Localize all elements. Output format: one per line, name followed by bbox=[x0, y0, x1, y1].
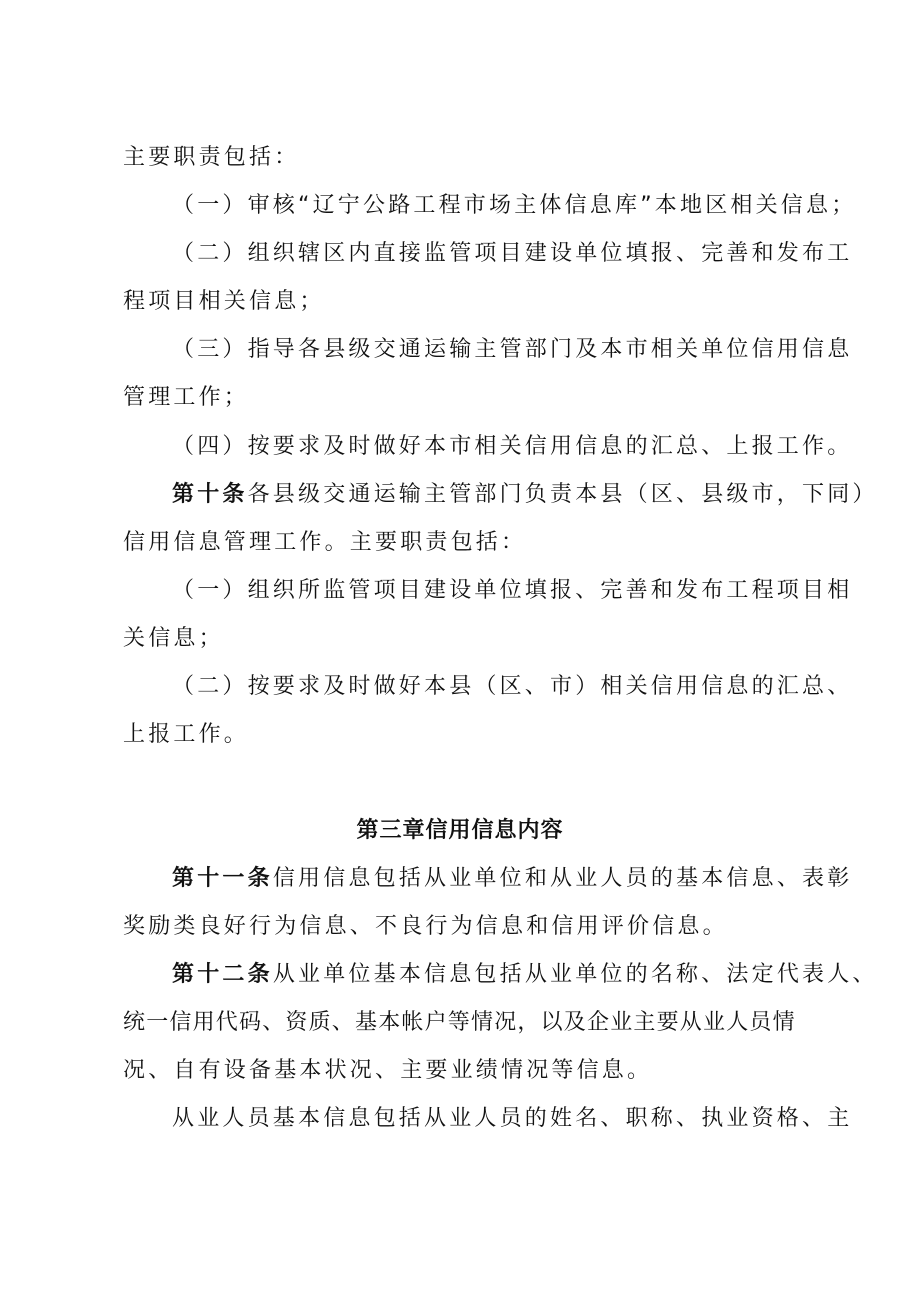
text-line-1 bbox=[123, 138, 920, 178]
line-text: （一）审核“辽宁公路工程市场主体信息库”本地区相关信息； bbox=[172, 193, 857, 218]
text-line-5 bbox=[172, 330, 920, 370]
article-11-label: 第十一条 bbox=[172, 866, 273, 891]
line-text: （四）按要求及时做好本市相关信用信息的汇总、上报工作。 bbox=[172, 434, 853, 459]
line-text: （三）指导各县级交通运输主管部门及本市相关单位信用信息 bbox=[172, 337, 853, 362]
line-text: （二）组织辖区内直接监管项目建设单位填报、完善和发布工 bbox=[172, 241, 853, 266]
article-12-label: 第十二条 bbox=[172, 962, 273, 987]
line-text: （一）组织所监管项目建设单位填报、完善和发布工程项目相 bbox=[172, 578, 853, 603]
text-line-7 bbox=[172, 427, 920, 467]
text-line-13 bbox=[123, 715, 920, 755]
text-line-19 bbox=[172, 1099, 920, 1139]
line-text: 从业人员基本信息包括从业人员的姓名、职称、执业资格、主 bbox=[172, 1106, 853, 1131]
line-text: 信用信息包括从业单位和从业人员的基本信息、表彰 bbox=[272, 866, 853, 891]
line-text: 主要职责包括： bbox=[123, 145, 300, 170]
line-text: 管理工作； bbox=[123, 385, 250, 410]
line-text: 统一信用代码、资质、基本帐户等情况，以及企业主要从业人员情 bbox=[123, 1010, 796, 1035]
chapter-heading: 第三章信用信息内容 bbox=[356, 818, 564, 843]
line-text: 程项目相关信息； bbox=[123, 289, 325, 314]
line-text: 信用信息管理工作。主要职责包括： bbox=[123, 530, 527, 555]
text-line-2 bbox=[172, 186, 920, 226]
line-text: 上报工作。 bbox=[123, 722, 250, 747]
article-12-line-1 bbox=[172, 955, 920, 995]
text-line-11 bbox=[123, 619, 920, 659]
article-10-line-1 bbox=[172, 475, 920, 515]
text-line-10 bbox=[172, 571, 920, 611]
line-text: 从业单位基本信息包括从业单位的名称、法定代表人、 bbox=[272, 962, 878, 987]
text-line-17 bbox=[123, 1003, 920, 1043]
line-text: 各县级交通运输主管部门负责本县（区、县级市，下同） bbox=[247, 482, 878, 507]
text-line-18 bbox=[123, 1051, 920, 1091]
line-text: （二）按要求及时做好本县（区、市）相关信用信息的汇总、 bbox=[172, 674, 853, 699]
line-text: 况、自有设备基本状况、主要业绩情况等信息。 bbox=[123, 1058, 653, 1083]
line-text: 关信息； bbox=[123, 626, 224, 651]
line-text: 奖励类良好行为信息、不良行为信息和信用评价信息。 bbox=[123, 914, 728, 939]
article-11-line-1 bbox=[172, 859, 920, 899]
text-line-15 bbox=[123, 907, 920, 947]
text-line-9 bbox=[123, 523, 920, 563]
article-10-label: 第十条 bbox=[172, 482, 248, 507]
text-line-12 bbox=[172, 667, 920, 707]
text-line-3 bbox=[172, 234, 920, 274]
text-line-6 bbox=[123, 378, 920, 418]
text-line-4 bbox=[123, 282, 920, 322]
